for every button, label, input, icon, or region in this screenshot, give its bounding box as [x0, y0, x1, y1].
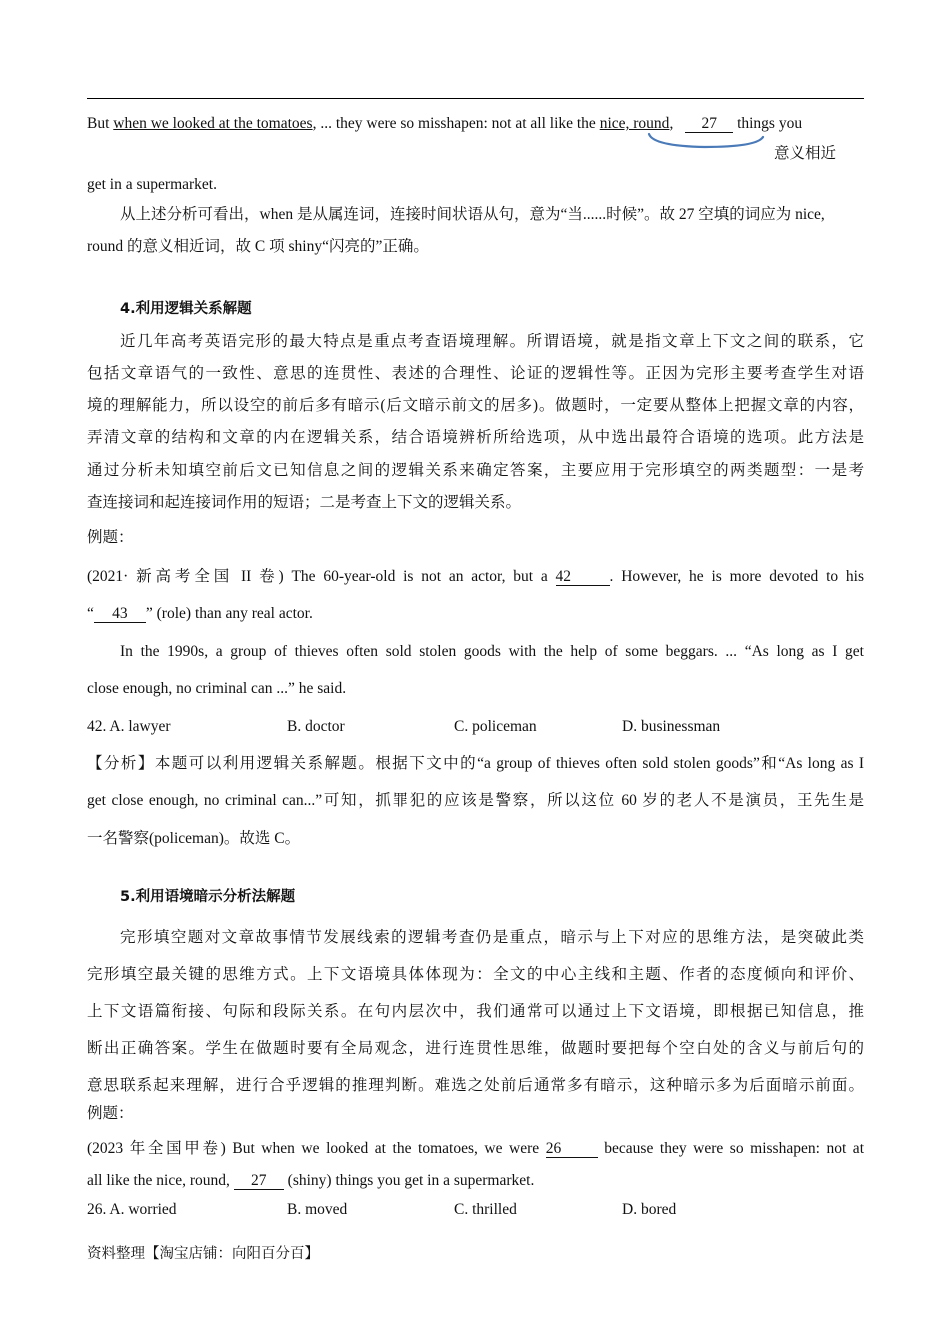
paragraph-line: 包括文章语气的一致性、意思的连贯性、表述的合理性、论证的逻辑性等。正因为完形主要考查学生对语 [87, 365, 864, 382]
blank: 27 [234, 1172, 284, 1190]
paragraph-line: 意思联系起来理解，进行合乎逻辑的推理判断。难选之处前后通常多有暗示，这种暗示多为后面暗示前面。 [87, 1077, 864, 1094]
section-heading: 4.利用逻辑关系解题 [120, 301, 252, 317]
footer-text: 资料整理【淘宝店铺：向阳百分百】 [87, 1246, 319, 1262]
header-rule [87, 98, 864, 99]
paragraph-line: 通过分析未知填空前后文已知信息之间的逻辑关系来确定答案，主要应用于完形填空的两类题型：一是考 [87, 462, 864, 479]
paragraph-line: 境的理解能力，所以设空的前后多有暗示(后文暗示前文的居多)。做题时，一定要从整体上把握文章的内容， [87, 397, 864, 414]
synonym-arc [645, 130, 769, 152]
example-line: all like the nice, round, 27 (shiny) things you get in a supermarket. [87, 1172, 535, 1189]
blank: 26 [546, 1140, 598, 1158]
option: B. doctor [287, 718, 345, 735]
example-line: (2021· 新高考全国 II 卷) The 60-year-old is not an actor, but a 42 . However, he is more devoted to his [87, 568, 865, 585]
example-line: get in a supermarket. [87, 176, 217, 193]
option: C. policeman [454, 718, 537, 735]
analysis-line: 从上述分析可看出，when 是从属连词，连接时间状语从句，意为“当......时候”。故 27 空填的词应为 nice, [120, 206, 825, 223]
example-line: “ 43 ” (role) than any real actor. [87, 605, 313, 622]
paragraph-line: 完形填空题对文章故事情节发展线索的逻辑考查仍是重点，暗示与上下对应的思维方法，是突破此类 [120, 929, 864, 946]
analysis-line: get close enough, no criminal can...”可知，抓罪犯的应该是警察，所以这位 60 岁的老人不是演员，王先生是 [87, 792, 864, 809]
example-line: But when we looked at the tomatoes, ... they were so misshapen: not at all like the nice, round, 27 things you [87, 115, 803, 132]
example-label: 例题： [87, 529, 134, 546]
example-line: close enough, no criminal can ...” he said. [87, 680, 347, 697]
paragraph-line: 近几年高考英语完形的最大特点是重点考查语境理解。所谓语境，就是指文章上下文之间的联系，它 [120, 333, 864, 350]
blank: 43 [94, 605, 146, 623]
example-line: (2023 年全国甲卷) But when we looked at the tomatoes, we were 26 because they were so misshapen: not at [87, 1140, 864, 1157]
paragraph-line: 弄清文章的结构和文章的内在逻辑关系，结合语境辨析所给选项，从中选出最符合语境的选项。此方法是 [87, 429, 864, 446]
underlined-phrase: when we looked at the tomatoes [113, 115, 313, 132]
paragraph-line: 查连接词和起连接词作用的短语；二是考查上下文的逻辑关系。 [87, 494, 522, 511]
option: D. businessman [622, 718, 721, 735]
option: 26. A. worried [87, 1201, 177, 1218]
underlined-phrase: nice, round [599, 115, 670, 132]
example-label: 例题： [87, 1105, 134, 1122]
analysis-line: 【分析】本题可以利用逻辑关系解题。根据下文中的“a group of thieves often sold stolen goods”和“As long as I [87, 755, 864, 772]
example-source: (2021· 新高考全国 II 卷) [87, 568, 284, 585]
paragraph-line: 上下文语篇衔接、句际和段际关系。在句内层次中，我们通常可以通过上下文语境，即根据已知信息，推 [87, 1003, 864, 1020]
example-line: In the 1990s, a group of thieves often sold stolen goods with the help of some beggars. ... “As long as I get [120, 643, 864, 660]
paragraph-line: 断出正确答案。学生在做题时要有全局观念，进行连贯性思维，做题时要把每个空白处的含义与前后句的 [87, 1040, 864, 1057]
option: 42. A. lawyer [87, 718, 171, 735]
analysis-line: round 的意义相近词，故 C 项 shiny“闪亮的”正确。 [87, 238, 429, 255]
option: B. moved [287, 1201, 348, 1218]
option: D. bored [622, 1201, 677, 1218]
example-source: (2023 年全国甲卷) [87, 1140, 226, 1157]
blank: 42 [556, 568, 610, 586]
section-heading: 5.利用语境暗示分析法解题 [120, 889, 296, 905]
option: C. thrilled [454, 1201, 517, 1218]
paragraph-line: 完形填空最关键的思维方式。上下文语境具体体现为：全文的中心主线和主题、作者的态度倾向和评价、 [87, 966, 864, 983]
synonym-note: 意义相近 [774, 145, 837, 162]
blank: 27 [685, 115, 733, 133]
analysis-line: 一名警察(policeman)。故选 C。 [87, 830, 301, 847]
